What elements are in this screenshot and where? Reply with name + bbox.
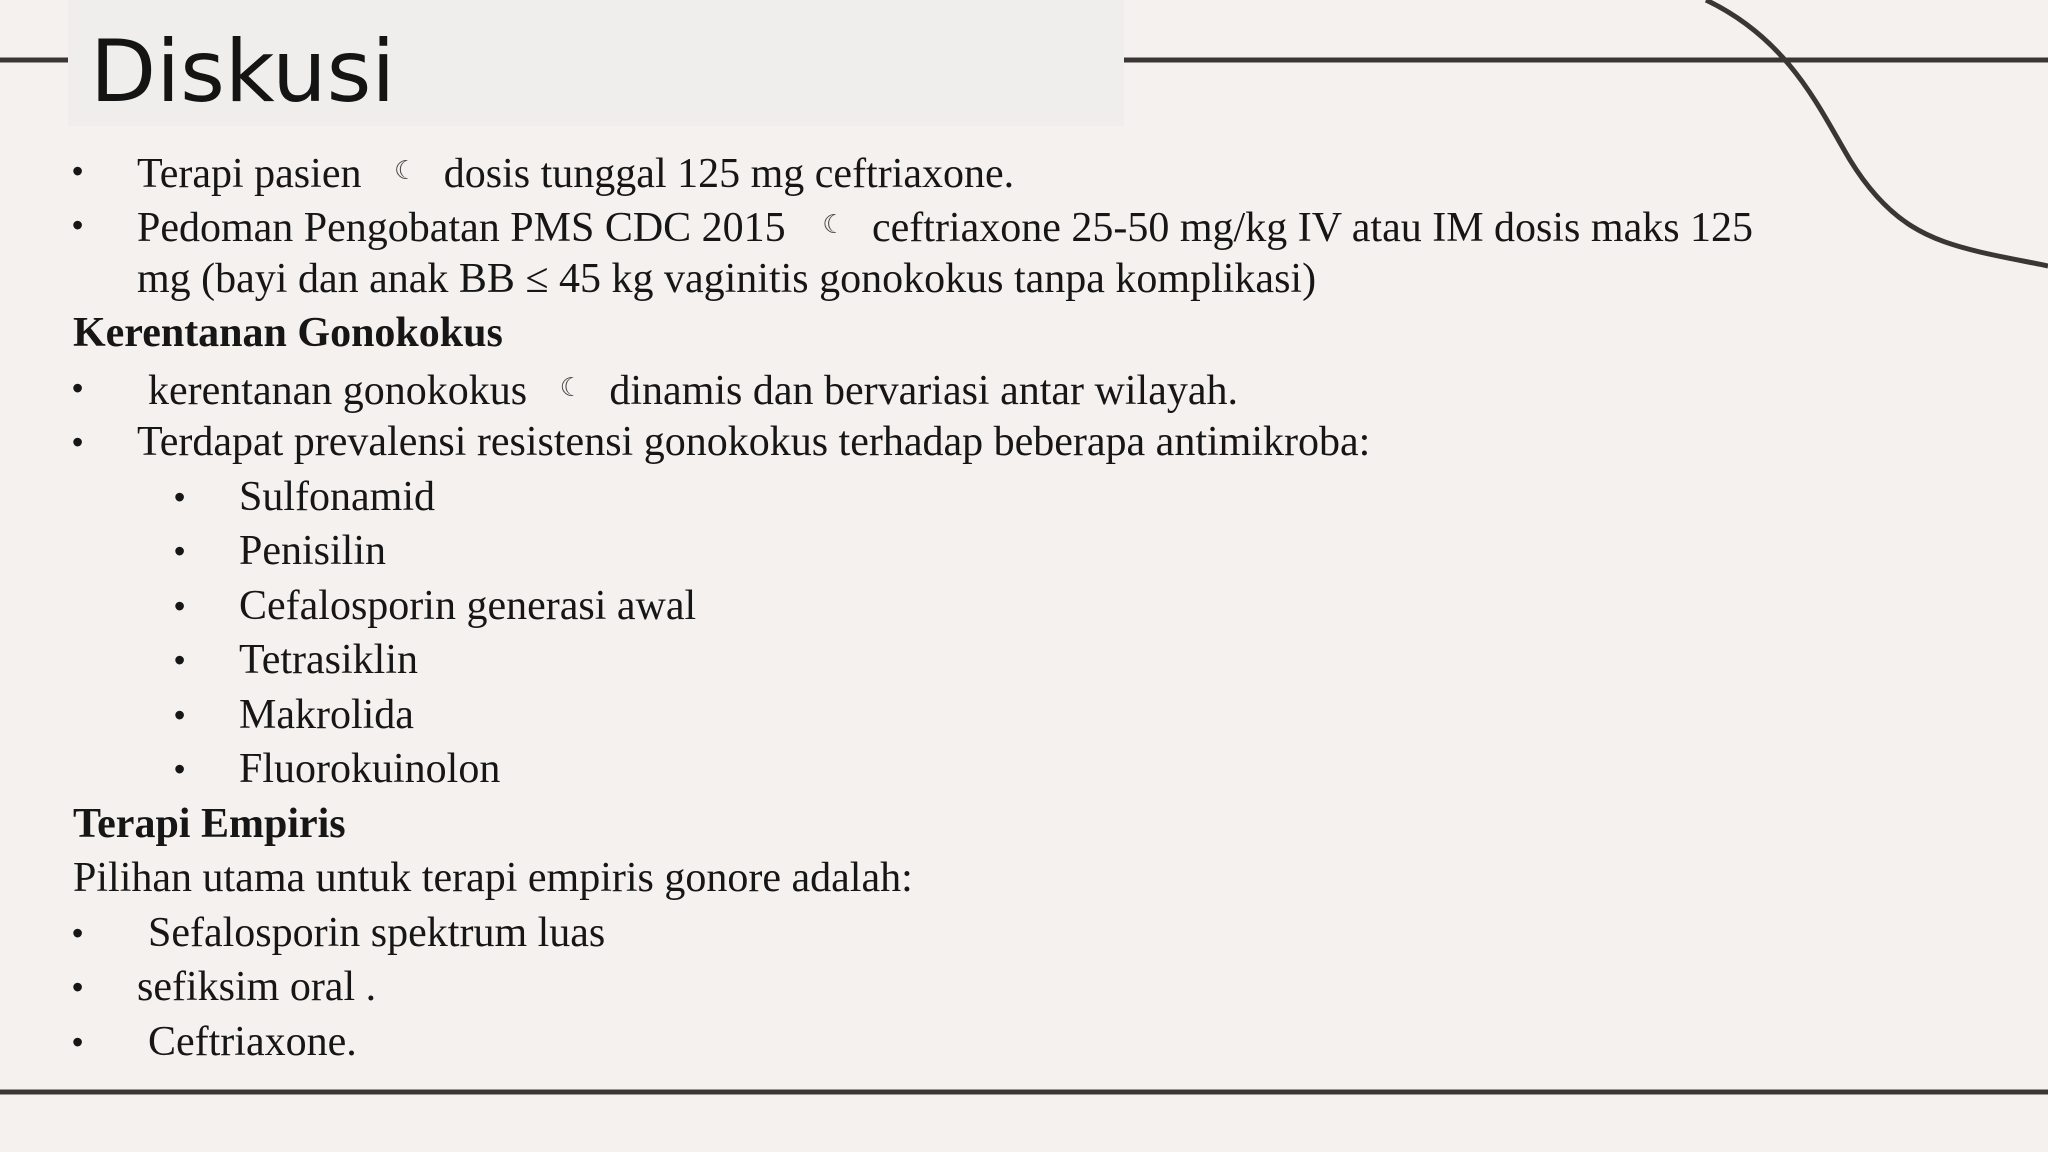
sub-list-item: Cefalosporin generasi awal <box>239 583 697 629</box>
bullet: • <box>72 424 84 460</box>
bullet: • <box>72 1024 84 1060</box>
paragraph: Pilihan utama untuk terapi empiris gonore adalah: <box>73 855 913 901</box>
arrow-icon: ☾ <box>393 156 418 185</box>
sub-list-item: Makrolida <box>239 692 414 738</box>
list-item: sefiksim oral . <box>137 964 377 1010</box>
list-item: Sefalosporin spektrum luas <box>148 910 606 956</box>
sub-bullet: • <box>174 697 186 733</box>
bullet: • <box>72 969 84 1005</box>
bullet: • <box>72 153 84 189</box>
item-text: ceftriaxone 25-50 mg/kg IV atau IM dosis maks 125 <box>872 205 1754 251</box>
list-item <box>137 198 1753 255</box>
bullet: • <box>72 370 84 406</box>
item-text: dosis tunggal 125 mg ceftriaxone. <box>443 151 1015 197</box>
section-heading: Terapi Empiris <box>73 801 346 847</box>
sub-list-item: Penisilin <box>239 528 387 574</box>
sub-bullet: • <box>174 642 186 678</box>
sub-list-item: Fluorokuinolon <box>239 746 501 792</box>
item-text: Terapi pasien <box>137 151 362 197</box>
slide-title: Diskusi <box>90 22 396 122</box>
sub-bullet: • <box>174 479 186 515</box>
sub-bullet: • <box>174 588 186 624</box>
item-text: kerentanan gonokokus <box>148 368 528 414</box>
bullet: • <box>72 915 84 951</box>
list-item <box>137 144 1014 201</box>
arrow-icon: ☾ <box>822 210 846 239</box>
bullet: • <box>72 207 84 243</box>
section-heading: Kerentanan Gonokokus <box>73 310 503 356</box>
item-text: Pedoman Pengobatan PMS CDC 2015 <box>137 205 786 251</box>
list-item: Terdapat prevalensi resistensi gonokokus terhadap beberapa antimikroba: <box>137 419 1371 465</box>
list-item-continuation: mg (bayi dan anak BB ≤ 45 kg vaginitis gonokokus tanpa komplikasi) <box>137 256 1317 302</box>
sub-bullet: • <box>174 751 186 787</box>
item-text: dinamis dan bervariasi antar wilayah. <box>609 368 1238 414</box>
list-item: Ceftriaxone. <box>148 1019 357 1065</box>
sub-list-item: Sulfonamid <box>239 474 435 520</box>
sub-bullet: • <box>174 533 186 569</box>
arrow-icon: ☾ <box>559 373 583 402</box>
list-item <box>148 361 1238 418</box>
sub-list-item: Tetrasiklin <box>239 637 419 683</box>
